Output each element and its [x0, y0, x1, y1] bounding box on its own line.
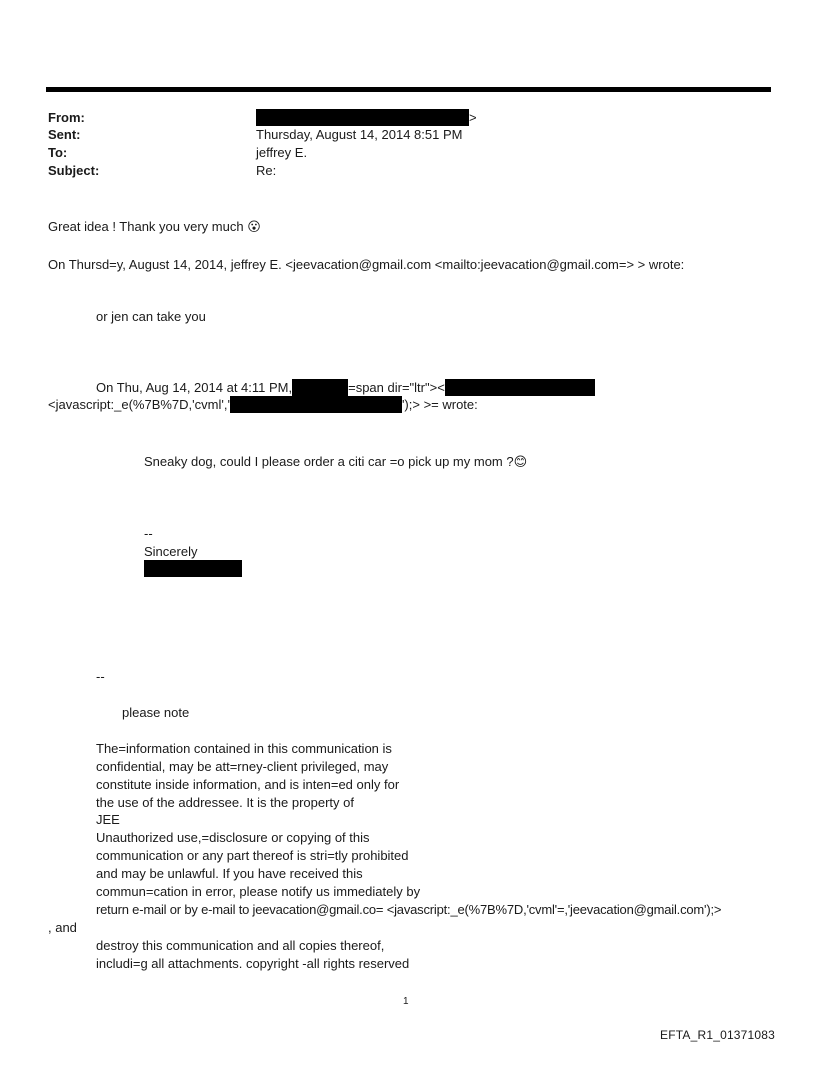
separator-dashes: --	[96, 669, 105, 684]
quote2-line	[144, 453, 527, 470]
redaction-bar	[256, 109, 469, 126]
quote2-text: Sneaky dog, could I please order a citi car =o pick up my mom ?	[144, 454, 514, 469]
sent-value: Thursday, August 14, 2014 8:51 PM	[256, 127, 463, 142]
from-suffix: >	[469, 110, 477, 125]
subject-label: Subject:	[48, 163, 100, 178]
disclaimer-line: return e-mail or by e-mail to jeevacation@gmail.co= <javascript:_e(%7B%7D,'cvml'=,'jeevacation@gmail.com');>	[96, 902, 722, 917]
to-label: To:	[48, 145, 68, 160]
to-value: jeffrey E.	[256, 145, 308, 160]
quote2-prefix: On Thu, Aug 14, 2014 at 4:11 PM,	[96, 380, 293, 395]
disclaimer-line: includi=g all attachments. copyright -all rights reserved	[96, 956, 410, 971]
quote2-line2-suffix: ');> >= wrote:	[401, 397, 478, 412]
signature-name	[144, 560, 242, 577]
quote2-line2-prefix: <javascript:_e(%7B%7D,'cvml','	[48, 397, 230, 412]
disclaimer-line: confidential, may be att=rney-client privileged, may	[96, 759, 389, 774]
please-note: please note	[122, 705, 190, 720]
reply-text: Great idea ! Thank you very much	[48, 219, 244, 234]
disclaimer-line: JEE	[96, 812, 120, 827]
redaction-bar	[292, 379, 348, 396]
page-number: 1	[403, 996, 409, 1007]
quote1-attribution: On Thursd=y, August 14, 2014, jeffrey E. <jeevacation@gmail.com <mailto:jeevacation@gmail.com=> > wrote:	[48, 257, 685, 272]
redaction-bar	[230, 396, 402, 413]
disclaimer-line: commun=cation in error, please notify us immediately by	[96, 884, 421, 899]
from-label: From:	[48, 110, 85, 125]
disclaimer-line: the use of the addressee. It is the property of	[96, 795, 354, 810]
smiley-face-icon: 😊	[513, 454, 528, 469]
disclaimer-line: Unauthorized use,=disclosure or copying of this	[96, 830, 370, 845]
disclaimer-line: constitute inside information, and is inten=ed only for	[96, 777, 400, 792]
disclaimer-line: The=information contained in this communication is	[96, 741, 392, 756]
redaction-bar	[445, 379, 595, 396]
disclaimer-line: and may be unlawful. If you have received this	[96, 866, 363, 881]
subject-value: Re:	[256, 163, 277, 178]
header-rule	[46, 87, 771, 92]
disclaimer-line: communication or any part thereof is stri=tly prohibited	[96, 848, 409, 863]
disclaimer-line: destroy this communication and all copies thereof,	[96, 938, 385, 953]
redaction-bar	[144, 560, 242, 577]
surprised-face-icon: 😮	[247, 219, 261, 234]
quote1-text: or jen can take you	[96, 309, 206, 324]
quote2-mid: =span dir="ltr"><	[348, 380, 445, 395]
sent-label: Sent:	[48, 127, 81, 142]
quote2-attribution-line1	[96, 379, 595, 396]
footer-id: EFTA_R1_01371083	[660, 1028, 776, 1042]
from-value	[256, 109, 477, 126]
quote2-attribution-line2	[48, 396, 478, 413]
disclaimer-and: , and	[48, 920, 77, 935]
signature-dashes: --	[144, 526, 153, 541]
reply-line	[48, 218, 261, 235]
signature-sincerely: Sincerely	[144, 544, 198, 559]
